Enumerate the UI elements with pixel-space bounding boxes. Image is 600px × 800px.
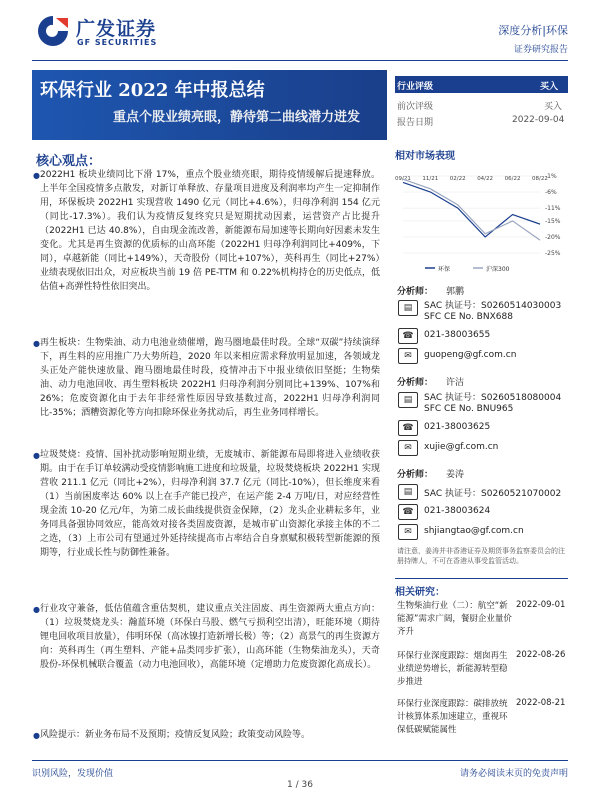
bullet-icon: ● (33, 171, 40, 180)
email-icon: ✉ (398, 524, 418, 540)
analyst-1-name: 郭鹏 (446, 287, 465, 297)
phone-icon: ☎ (398, 420, 418, 436)
footer-divider (32, 760, 568, 761)
analyst-2-phone: 021-38003625 (424, 422, 491, 432)
card-icon: ▤ (398, 300, 418, 316)
rating-label: 行业评级 (397, 82, 434, 92)
header-divider (32, 60, 568, 61)
para-5: 风险提示：新业务布局不及预期；疫情反复风险；政策变动风险等。 (40, 730, 311, 740)
analyst-1-sac: SAC 执证号：S0260514030003 (424, 301, 562, 311)
x-tick-label: 09/21 (395, 176, 411, 182)
related-item[interactable]: 环保行业深度跟踪：碳排放统计核算体系加速建立，重视环保低碳赋能属性 (397, 699, 508, 735)
related-title: 相关研究： (395, 587, 445, 598)
disclaimer-note: 请注意，姜涛并非香港证券及期货事务监察委员会的注册持牌人，不可在香港从事受监管活动。 (397, 547, 565, 565)
x-tick-label: 02/22 (449, 176, 466, 182)
para-3: 垃圾焚烧：疫情、国补扰动影响短期业绩，无废城市、新能源布局即将进入业绩收获期。由于在手订单较满动受疫情影响施工进度和垃圾量，垃圾焚烧板块 2022H1 实现营收 211.1 亿元（同比+2%），归母净利润 37.7 亿元（同比-10%），但长维度来看（1）当前困废率达 60% 以上在手产能已投产，在运产能 2-4 万吨/日，对应经营性现金流 10-20 亿元/年，为第二成长曲线提供资金保障，（2）龙头企业耕耘多年，业务同具备强协同效应，能高效对接各类固废资源，是城市矿山资源化承接主体的不二之选，（3）上市公司有望通过外延持续提高市占率结合自身禀赋积极转型新能源的预期等，行业成长性与防御性兼备。 (40, 450, 380, 558)
legend-a-text: 环保 (438, 266, 451, 273)
analyst-2-label: 分析师： (397, 378, 434, 388)
report-type: 证券研究报告 (513, 45, 568, 55)
report-date: 2022-09-04 (512, 115, 565, 125)
footer-slogan: 识别风险，发现价值 (32, 769, 114, 779)
y-tick-label: -1% (545, 173, 557, 180)
prev-rating-label: 前次评级 (397, 102, 434, 112)
bullet-icon: ● (33, 731, 40, 740)
para-4: 行业攻守兼备，低估值蕴含重估契机，建议重点关注固废、再生资源两大重点方向：（1）垃圾焚烧龙头：瀚蓝环境（环保白马股、燃气亏损利空出清），旺能环境（期待锂电回收项目放量），伟明环保（高冰镍打造新增长极）等；（2）高景气的再生资源方向：英科再生（再生塑料、产能+品类同步扩张），山高环能（生物柴油龙头），天奇股份-环保机械联合覆盖（动力电池回收），高能环境（定增助力危废资源化高成长）。 (40, 604, 380, 670)
series-line-1 (403, 182, 540, 237)
gf-logo-icon (36, 14, 70, 48)
phone-icon: ☎ (398, 504, 418, 520)
analyst-3-email[interactable]: shjiangtao@gf.com.cn (424, 526, 524, 536)
y-tick-label: -6% (545, 189, 557, 197)
report-date-label: 报告日期 (397, 118, 434, 128)
related-divider (395, 578, 568, 579)
card-icon: ▤ (398, 484, 418, 500)
y-tick-label: -15% (545, 217, 561, 225)
x-tick-label: 11/21 (422, 176, 439, 182)
analyst-2-sfc: SFC CE No. BNU965 (424, 404, 514, 414)
related-date: 2022-09-01 (516, 600, 566, 610)
y-tick-label: -11% (545, 205, 561, 213)
bullet-icon: ● (33, 451, 40, 460)
analyst-1-phone: 021-38003655 (424, 330, 491, 340)
prev-rating-value: 买入 (544, 102, 563, 112)
page-title: 环保行业 2022 年中报总结 (40, 80, 265, 101)
legend-b-text: 沪深300 (486, 266, 510, 273)
related-item[interactable]: 环保行业深度跟踪：烟囱再生业绩逆势增长，新能源转型稳步推进 (397, 651, 508, 687)
footer-disclaimer: 请务必阅读末页的免责声明 (459, 769, 568, 779)
chart-title: 相对市场表现 (395, 151, 455, 162)
para-2: 再生板块：生物柴油、动力电池业绩催增，跑马圈地最佳时段。全球“双碳”持续演绎下，再生料的应用推广乃大势所趋，2020 年以来相应需求释放明显加速，各领域龙头正处产能快速放量、跑马圈地最佳时段，疫情冲击下中报业绩依旧坚挺；生物柴油、动力电池回收、再生塑料板块 2022H1 归母净利润分别同比+139%、107%和 26%；危废资源化由于去年非经常性原因导致基数过高，2022H1 归母净利润同比-35%；酒糟资源化等方向扣除环保业务扰动后，再生业务同样增长。 (40, 338, 380, 418)
analyst-3-sac: SAC 执证号：S0260521070002 (424, 489, 562, 499)
series-line-2 (403, 179, 540, 240)
analyst-2-name: 许洁 (446, 378, 465, 388)
related-item[interactable]: 生物柴油行业（二）：航空“新能源”需求广阔，餐厨企业量价齐升 (397, 601, 512, 637)
logo-cn-text: 广发证券 (76, 18, 157, 40)
analyst-1-label: 分析师： (397, 287, 434, 297)
bullet-icon: ● (33, 605, 40, 614)
y-tick-label: -25% (545, 250, 561, 257)
core-points-title: 核心观点： (36, 154, 102, 169)
related-date: 2022-08-21 (516, 698, 566, 708)
email-icon: ✉ (398, 348, 418, 364)
y-tick-label: -20% (545, 233, 561, 241)
x-tick-label: 04/22 (477, 176, 494, 182)
bullet-icon: ● (33, 339, 40, 348)
email-icon: ✉ (398, 440, 418, 456)
phone-icon: ☎ (398, 328, 418, 344)
analyst-1-email[interactable]: guopeng@gf.com.cn (424, 350, 517, 360)
relative-performance-chart (395, 168, 568, 278)
analyst-2-email[interactable]: xujie@gf.com.cn (424, 442, 499, 452)
page-number: 1 / 36 (287, 780, 313, 790)
x-tick-label: 08/22 (532, 176, 548, 182)
related-date: 2022-08-26 (516, 650, 566, 660)
report-category: 深度分析|环保 (498, 24, 568, 37)
page-subtitle: 重点个股业绩亮眼，静待第二曲线潜力迸发 (112, 110, 360, 125)
analyst-1-sfc: SFC CE No. BNX688 (424, 312, 513, 322)
para-1: 2022H1 板块业绩同比下滑 17%，重点个股业绩亮眼，期待疫情缓解后提速释放。上半年全国疫情多点散发，对新订单释放、存量项目进度及利润率均产生一定抑制作用，环保板块 2022H1 实现营收 1490 亿元（同比+4.6%），归母净利润 154 亿元（同比-17.3%）。我们认为疫情反复终究只是短期扰动因素，运营资产占比提升（2022H1 已达 40.8%），自由现金流改善，新能源布局加速等长期向好因素未发生变化。尤其是再生资源的优质标的山高环能（2022H1 归母净利润同比+409%，下同），卓越新能（同比+149%），天奇股份（同比+107%），英科再生（同比+27%）业绩表现依旧出众，对应板块当前 19 倍 PE-TTM 和 0.22%机构持仓的历史低点，低估值+高弹性特性依旧突出。 (40, 170, 380, 292)
logo-en-text: GF SECURITIES (77, 38, 158, 47)
card-icon: ▤ (398, 392, 418, 408)
x-tick-label: 06/22 (504, 176, 521, 182)
analyst-3-name: 姜涛 (446, 470, 465, 480)
analyst-2-sac: SAC 执证号：S0260518080004 (424, 393, 562, 403)
analyst-3-label: 分析师： (397, 470, 434, 480)
analyst-3-phone: 021-38003624 (424, 506, 491, 516)
rating-value: 买入 (540, 82, 559, 92)
